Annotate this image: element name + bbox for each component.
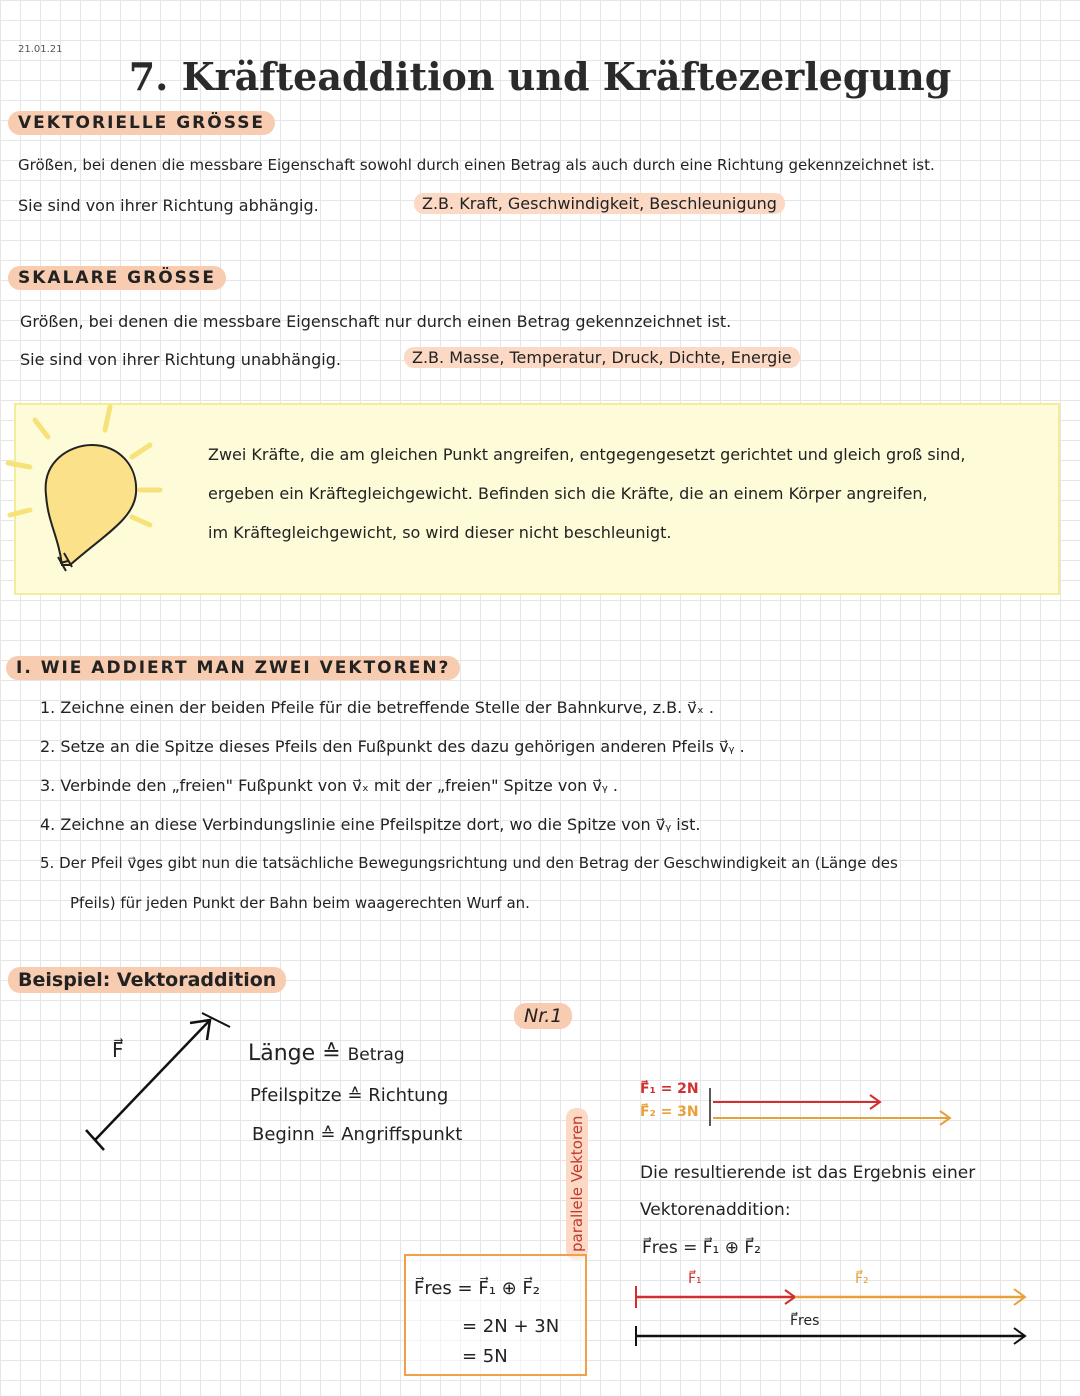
force-arrow-diagram bbox=[80, 1005, 240, 1155]
vector-addition-diagram bbox=[630, 1280, 1040, 1350]
result-formula: F⃗res = F⃗₁ ⊕ F⃗₂ bbox=[642, 1238, 761, 1258]
fres-small-label: F⃗res bbox=[790, 1313, 820, 1329]
step-number: 4. bbox=[40, 815, 56, 834]
skalar-line1: Größen, bei denen die messbare Eigenschaft nur durch einen Betrag gekennzeichnet ist. bbox=[20, 312, 732, 331]
f1-small-label: F⃗₁ bbox=[688, 1271, 702, 1287]
legend-row-2 bbox=[250, 1085, 448, 1106]
step-number: 1. bbox=[40, 698, 56, 717]
step-2 bbox=[40, 737, 745, 756]
calc-line2: = 2N + 3N bbox=[462, 1316, 560, 1337]
skalar-line2: Sie sind von ihrer Richtung unabhängig. bbox=[20, 350, 341, 369]
beispiel-heading: Beispiel: Vektoraddition bbox=[8, 967, 286, 993]
result-text-line2: Vektorenaddition: bbox=[640, 1200, 791, 1220]
note-line1: Zwei Kräfte, die am gleichen Punkt angreifen, entgegengesetzt gerichtet und gleich groß sind, bbox=[208, 445, 966, 464]
step-text: Verbinde den „freien" Fußpunkt von v⃗ₓ mit der „freien" Spitze von v⃗ᵧ . bbox=[60, 776, 618, 795]
step-text: Setze an die Spitze dieses Pfeils den Fußpunkt des dazu gehörigen anderen Pfeils v⃗ᵧ . bbox=[60, 737, 745, 756]
legend-symbol: ≙ bbox=[347, 1085, 363, 1106]
force-label: F⃗ bbox=[112, 1038, 124, 1062]
calc-line1: F⃗res = F⃗₁ ⊕ F⃗₂ bbox=[414, 1278, 540, 1299]
note-line3: im Kräftegleichgewicht, so wird dieser nicht beschleunigt. bbox=[208, 523, 672, 542]
step-text: Zeichne an diese Verbindungslinie eine Pfeilspitze dort, wo die Spitze von v⃗ᵧ ist. bbox=[60, 815, 701, 834]
vektoriell-line2: Sie sind von ihrer Richtung abhängig. bbox=[18, 196, 319, 215]
legend-meaning: Richtung bbox=[368, 1085, 449, 1106]
step-4 bbox=[40, 815, 700, 834]
section-heading-addition: I. WIE ADDIERT MAN ZWEI VEKTOREN? bbox=[6, 656, 460, 680]
note-line2: ergeben ein Kräftegleichgewicht. Befinden sich die Kräfte, die an einem Körper angreifen, bbox=[208, 484, 928, 503]
date: 21.01.21 bbox=[18, 44, 63, 55]
parallel-vectors bbox=[705, 1088, 965, 1128]
f2-small-label: F⃗₂ bbox=[855, 1271, 869, 1287]
vertical-label bbox=[566, 1080, 606, 1260]
legend-term: Pfeilspitze bbox=[250, 1085, 342, 1106]
step-number: 2. bbox=[40, 737, 56, 756]
legend-meaning: Betrag bbox=[347, 1045, 405, 1065]
step-number: 3. bbox=[40, 776, 56, 795]
legend-row-3 bbox=[252, 1124, 462, 1145]
section-heading-vektoriell: VEKTORIELLE GRÖSSE bbox=[8, 111, 275, 135]
step-number: 5. bbox=[40, 854, 55, 872]
legend-term: Beginn bbox=[252, 1124, 315, 1145]
step-text: Der Pfeil v⃗ges gibt nun die tatsächliche Bewegungsrichtung und den Betrag der Geschwindigkeit an (Länge des bbox=[59, 854, 898, 872]
legend-meaning: Angriffspunkt bbox=[341, 1124, 463, 1145]
example-number: Nr.1 bbox=[514, 1003, 572, 1029]
lightbulb-icon bbox=[0, 395, 200, 595]
vektoriell-example: Z.B. Kraft, Geschwindigkeit, Beschleunigung bbox=[414, 193, 785, 214]
step-3 bbox=[40, 776, 618, 795]
page-title: 7. Kräfteaddition und Kräftezerlegung bbox=[128, 54, 952, 99]
legend-row-1 bbox=[248, 1041, 405, 1066]
step-text: Zeichne einen der beiden Pfeile für die betreffende Stelle der Bahnkurve, z.B. v⃗ₓ . bbox=[60, 698, 714, 717]
skalar-example: Z.B. Masse, Temperatur, Druck, Dichte, Energie bbox=[404, 347, 800, 368]
f1-label: F⃗₁ = 2N bbox=[640, 1081, 699, 1097]
step-5-continued: Pfeils) für jeden Punkt der Bahn beim waagerechten Wurf an. bbox=[70, 894, 530, 912]
legend-symbol: ≙ bbox=[320, 1124, 336, 1145]
legend-symbol: ≙ bbox=[322, 1041, 341, 1066]
vektoriell-line1: Größen, bei denen die messbare Eigenschaft sowohl durch einen Betrag als auch durch eine Richtung gekennzeichnet ist. bbox=[18, 156, 935, 174]
section-heading-skalar: SKALARE GRÖSSE bbox=[8, 266, 226, 290]
legend-term: Länge bbox=[248, 1041, 316, 1066]
result-text-line1: Die resultierende ist das Ergebnis einer bbox=[640, 1163, 976, 1183]
f2-label: F⃗₂ = 3N bbox=[640, 1104, 699, 1120]
step-5 bbox=[40, 854, 898, 872]
vertical-label-text: parallele Vektoren bbox=[566, 1108, 588, 1260]
step-1 bbox=[40, 698, 714, 717]
calc-line3: = 5N bbox=[462, 1346, 508, 1367]
